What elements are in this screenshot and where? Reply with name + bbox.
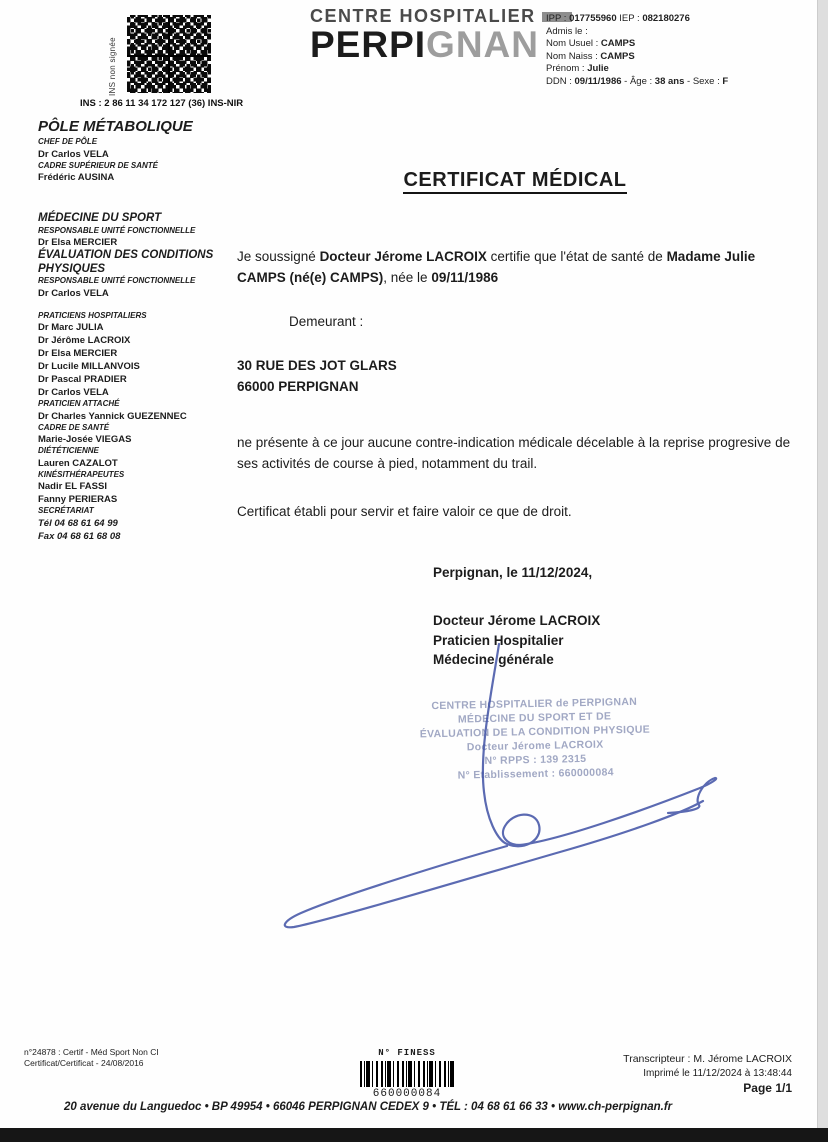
photo-edge-bottom <box>0 1128 828 1142</box>
finess-number: 660000084 <box>372 1088 442 1100</box>
stamp-line: ÉVALUATION DE LA CONDITION PHYSIQUE <box>419 723 651 741</box>
text-run: 09/11/1986 <box>574 75 622 87</box>
text-run: Julie <box>587 63 609 75</box>
sidebar-line-name: Nadir EL FASSI <box>38 481 107 492</box>
text-run: CAMPS <box>600 50 635 62</box>
finess-block <box>352 1048 462 1100</box>
sidebar-line-h2: ÉVALUATION DES CONDITIONS PHYSIQUES <box>38 249 214 275</box>
photo-edge-right <box>817 0 828 1142</box>
sidebar-line-role: RESPONSABLE UNITÉ FONCTIONNELLE <box>38 225 196 235</box>
transcripteur-line: Transcripteur : M. Jérome LACROIX <box>623 1053 792 1065</box>
sidebar-line-name: Dr Charles Yannick GUEZENNEC <box>38 410 187 422</box>
sidebar-line-role: SECRÉTARIAT <box>38 506 94 515</box>
certificate-statement: ne présente à ce jour aucune contre-indication médicale décelable à la reprise progresive de ses activités de course à pied, notamment du trail. <box>237 435 791 471</box>
sidebar-line-name: Dr Elsa MERCIER <box>38 348 118 359</box>
printed-line: Imprimé le 11/12/2024 à 13:48:44 <box>643 1067 792 1079</box>
sidebar-line-name: Dr Carlos VELA <box>38 387 109 398</box>
demeurant-label: Demeurant : <box>289 314 364 329</box>
datamatrix-code-icon <box>127 15 211 93</box>
text-run: CAMPS <box>600 38 636 50</box>
text-run: Je soussigné <box>237 249 320 264</box>
department-staff-sidebar <box>38 118 218 543</box>
sidebar-line-role: CADRE SUPÉRIEUR DE SANTÉ <box>38 160 159 170</box>
sidebar-line-role: PRATICIEN ATTACHÉ <box>38 399 120 408</box>
text-run: certifie que l'état de santé de <box>486 249 667 264</box>
patient-ipp-iep <box>546 13 816 26</box>
certificate-purpose: Certificat établi pour servir et faire valoir ce que de droit. <box>237 504 572 519</box>
signer-role1: Praticien Hospitalier <box>433 632 564 648</box>
barcode-icon <box>360 1061 454 1087</box>
hospital-name <box>310 24 540 65</box>
sidebar-line-name: Dr Carlos VELA <box>38 287 109 299</box>
text-run: IEP : <box>616 13 643 24</box>
patient-admis-le <box>546 26 816 39</box>
finess-label: N° FINESS <box>378 1048 436 1058</box>
text-run: F <box>722 75 729 87</box>
text-run: 082180276 <box>642 13 690 24</box>
sidebar-line-name: Frédéric AUSINA <box>38 172 115 183</box>
patient-prenom <box>546 63 816 76</box>
hospital-header <box>310 6 540 63</box>
sidebar-line-h1: PÔLE MÉTABOLIQUE <box>38 118 193 135</box>
text-run: Prénom : <box>546 63 588 75</box>
sidebar-line-role: CADRE DE SANTÉ <box>38 422 110 432</box>
sidebar-line-name: Dr Lucile MILLANVOIS <box>38 361 140 372</box>
certificate-intro-paragraph <box>237 246 793 288</box>
stamp-line: N° RPPS : 139 2315 <box>484 752 587 768</box>
text-run: DDN : <box>546 75 575 87</box>
sidebar-line-role: DIÉTÉTICIENNE <box>38 446 99 455</box>
text-run: Docteur Jérome LACROIX <box>319 249 487 264</box>
text-run: 38 ans <box>654 75 685 87</box>
reference-line2: Certificat/Certificat - 24/08/2016 <box>24 1058 144 1068</box>
text-run: Madame Julie CAMPS (né(e) CAMPS) <box>237 249 756 285</box>
transcription-block <box>623 1053 792 1096</box>
certificate-title-wrap <box>237 170 793 194</box>
sidebar-line-gap <box>38 184 218 198</box>
sidebar-line-name: Dr Elsa MERCIER <box>38 237 118 248</box>
patient-info-block <box>546 13 816 89</box>
stamp-line: MÉDECINE DU SPORT ET DE <box>457 710 612 726</box>
text-run: Nom Naiss : <box>546 50 601 62</box>
address-line2: 66000 PERPIGNAN <box>237 379 359 394</box>
stamp-line: N° Etablissement : 660000084 <box>457 766 614 782</box>
sidebar-line-name: Dr Carlos VELA <box>38 148 109 160</box>
certificate-body <box>237 170 793 670</box>
sidebar-line-role: KINÉSITHÉRAPEUTES <box>38 469 125 479</box>
sidebar-line-contact: Tél 04 68 61 64 99 <box>38 517 118 529</box>
text-run: - Âge : <box>621 75 655 87</box>
signer-role2: Médecine générale <box>433 652 554 667</box>
text-run: Admis le : <box>546 25 588 37</box>
sidebar-line-role: RESPONSABLE UNITÉ FONCTIONNELLE <box>38 276 196 285</box>
stamp-line: Docteur Jérome LACROIX <box>466 738 604 754</box>
text-run: IPP : <box>546 13 570 24</box>
reference-line1: n°24878 : Certif - Méd Sport Non CI <box>24 1047 159 1057</box>
signer-block <box>237 611 793 670</box>
ins-vertical-label: INS non signée <box>108 37 117 96</box>
sidebar-line-name: Marie-Josée VIEGAS <box>38 434 132 445</box>
hospital-type-label: CENTRE HOSPITALIER <box>310 6 536 26</box>
sidebar-line-name: Dr Jérôme LACROIX <box>38 335 131 346</box>
patient-nom-naiss <box>546 51 816 64</box>
patient-nom-usuel <box>546 38 816 51</box>
page-indicator: Page 1/1 <box>743 1081 792 1095</box>
text-run: - Sexe : <box>684 75 723 87</box>
sidebar-line-role: CHEF DE PÔLE <box>38 137 98 146</box>
hospital-footer-address: 20 avenue du Languedoc • BP 49954 • 66046 PERPIGNAN CEDEX 9 • TÉL : 04 68 61 66 33 • www.ch-perpignan.fr <box>64 1101 673 1113</box>
text-run: 017755960 <box>569 13 617 24</box>
sidebar-line-gap <box>38 198 218 212</box>
doctor-stamp <box>384 694 686 784</box>
patient-ddn-age-sexe <box>546 76 816 89</box>
sidebar-line-role: PRATICIENS HOSPITALIERS <box>38 310 147 320</box>
sidebar-line-name: Fanny PERIERAS <box>38 494 118 505</box>
text-run: , née le <box>383 270 432 285</box>
hospital-name-light: GNAN <box>426 24 539 65</box>
ins-number-line: INS : 2 86 11 34 172 127 (36) INS-NIR <box>80 98 244 109</box>
stamp-line: CENTRE HOSPITALIER de PERPIGNAN <box>431 695 638 713</box>
text-run: 09/11/1986 <box>431 270 499 285</box>
patient-address <box>237 355 793 397</box>
document-reference-block <box>24 1047 159 1069</box>
hospital-name-dark: PERPI <box>310 24 427 65</box>
sidebar-line-contact: Fax 04 68 61 68 08 <box>38 530 121 542</box>
sidebar-line-gap2 <box>38 300 218 311</box>
sidebar-line-name: Lauren CAZALOT <box>38 457 118 469</box>
certificate-title: CERTIFICAT MÉDICAL <box>403 170 626 194</box>
sidebar-line-name: Dr Pascal PRADIER <box>38 374 127 385</box>
address-line1: 30 RUE DES JOT GLARS <box>237 358 397 373</box>
sidebar-line-name: Dr Marc JULIA <box>38 322 104 333</box>
signer-name: Docteur Jérome LACROIX <box>433 613 601 628</box>
text-run: Nom Usuel : <box>546 38 601 50</box>
sidebar-line-h2: MÉDECINE DU SPORT <box>38 212 162 224</box>
place-date-line: Perpignan, le 11/12/2024, <box>433 565 593 580</box>
